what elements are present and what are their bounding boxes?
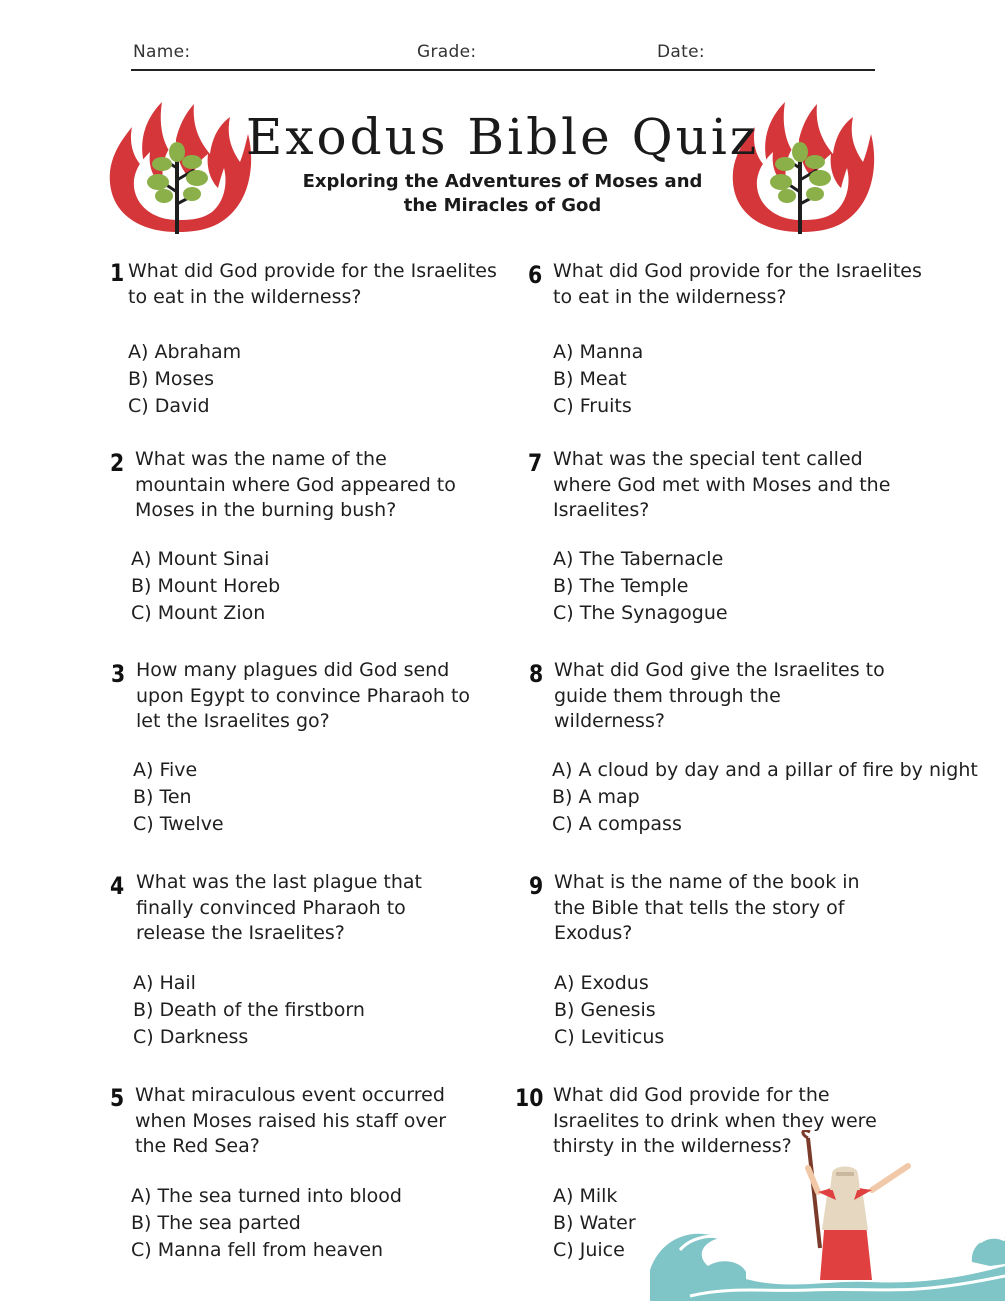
answer-option[interactable]: A) The sea turned into blood (131, 1185, 402, 1207)
answer-option[interactable]: A) Milk (553, 1185, 618, 1207)
answer-option[interactable]: B) Mount Horeb (131, 575, 281, 597)
answer-option[interactable]: C) Darkness (133, 1026, 249, 1048)
answer-options (553, 1183, 636, 1264)
answer-option[interactable]: A) Exodus (554, 972, 649, 994)
question-text: What was the name of the mountain where God appeared to Moses in the burning bush? (135, 448, 456, 521)
subtitle-line: Exploring the Adventures of Moses and (302, 171, 703, 192)
answer-options (131, 546, 280, 627)
question-number: 1 (110, 259, 125, 287)
question-text: What was the last plague that finally convinced Pharaoh to release the Israelites? (136, 871, 423, 944)
question-number: 4 (110, 872, 125, 900)
answer-option[interactable]: A) The Tabernacle (553, 548, 724, 570)
question-number: 10 (515, 1084, 544, 1112)
question-text: How many plagues did God send upon Egypt to convince Pharaoh to let the Israelites go? (136, 659, 471, 732)
answer-option[interactable]: B) Water (553, 1212, 636, 1234)
answer-option[interactable]: A) A cloud by day and a pillar of fire by night (552, 759, 978, 781)
answer-options (128, 339, 241, 420)
answer-option[interactable]: B) A map (552, 786, 640, 808)
question-number: 5 (110, 1084, 125, 1112)
answer-option[interactable]: C) Leviticus (554, 1026, 665, 1048)
name-label: Name: (133, 42, 191, 62)
answer-options (131, 1183, 402, 1264)
answer-option[interactable]: B) Genesis (554, 999, 656, 1021)
answer-option[interactable]: C) A compass (552, 813, 682, 835)
question-text: What did God give the Israelites to guide them through the wilderness? (554, 659, 885, 732)
question-number: 2 (110, 449, 125, 477)
question-text: What miraculous event occurred when Moses raised his staff over the Red Sea? (135, 1084, 447, 1157)
answer-option[interactable]: B) Moses (128, 368, 214, 390)
answer-option[interactable]: A) Mount Sinai (131, 548, 270, 570)
answer-option[interactable]: B) Ten (133, 786, 192, 808)
subtitle-line: the Miracles of God (403, 195, 602, 216)
question-text: What was the special tent called where God met with Moses and the Israelites? (553, 448, 891, 521)
answer-options (553, 339, 643, 420)
question-number: 3 (111, 660, 126, 688)
answer-option[interactable]: B) The Temple (553, 575, 689, 597)
page-subtitle (290, 170, 715, 218)
answer-option[interactable]: B) Meat (553, 368, 627, 390)
question-text: What did God provide for the Israelites to eat in the wilderness? (128, 260, 497, 308)
answer-option[interactable]: A) Five (133, 759, 198, 781)
question-text: What is the name of the book in the Bible that tells the story of Exodus? (554, 871, 860, 944)
answer-options (133, 970, 365, 1051)
answer-option[interactable]: C) Mount Zion (131, 602, 266, 624)
question-number: 9 (529, 872, 544, 900)
answer-options (552, 757, 978, 838)
answer-options (133, 757, 224, 838)
answer-option[interactable]: A) Hail (133, 972, 196, 994)
question-number: 8 (529, 660, 544, 688)
question-text: What did God provide for the Israelites to drink when they were thirsty in the wilderness? (553, 1084, 877, 1157)
answer-option[interactable]: A) Manna (553, 341, 644, 363)
question-number: 6 (528, 261, 543, 289)
answer-options (554, 970, 664, 1051)
answer-option[interactable]: C) Fruits (553, 395, 632, 417)
page-title: Exodus Bible Quiz (245, 108, 760, 166)
answer-option[interactable]: C) Manna fell from heaven (131, 1239, 384, 1261)
question-number: 7 (528, 449, 543, 477)
answer-option[interactable]: B) The sea parted (131, 1212, 301, 1234)
date-label: Date: (657, 42, 705, 62)
answer-options (553, 546, 728, 627)
answer-option[interactable]: B) Death of the firstborn (133, 999, 365, 1021)
answer-option[interactable]: C) The Synagogue (553, 602, 728, 624)
header-underline (131, 69, 875, 71)
grade-label: Grade: (417, 42, 477, 62)
question-text: What did God provide for the Israelites to eat in the wilderness? (553, 260, 922, 308)
answer-option[interactable]: C) Twelve (133, 813, 224, 835)
answer-option[interactable]: A) Abraham (128, 341, 242, 363)
moses-parting-sea-icon (650, 1130, 1005, 1301)
answer-option[interactable]: C) Juice (553, 1239, 625, 1261)
answer-option[interactable]: C) David (128, 395, 210, 417)
